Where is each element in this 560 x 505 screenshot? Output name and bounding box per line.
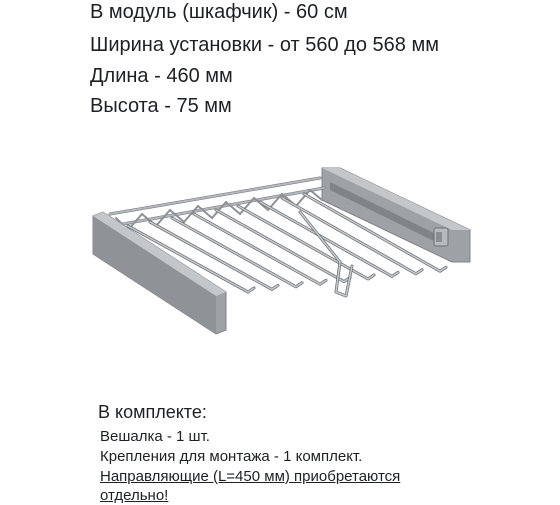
kit-item-rails-note: Направляющие (L=450 мм) приобретаются — [100, 468, 401, 485]
spec-length: Длина - 460 мм — [90, 65, 233, 87]
spec-height: Высота - 75 мм — [90, 95, 232, 117]
kit-item-mounting: Крепления для монтажа - 1 комплект. — [100, 448, 363, 465]
spec-width: Ширина установки - от 560 до 568 мм — [90, 34, 439, 56]
kit-heading: В комплекте: — [98, 402, 207, 422]
left-side-panel — [93, 212, 226, 334]
spec-module: В модуль (шкафчик) - 60 см — [90, 1, 348, 23]
kit-item-hanger: Вешалка - 1 шт. — [100, 428, 210, 445]
kit-item-rails-note-cont: отдельно! — [100, 487, 169, 504]
